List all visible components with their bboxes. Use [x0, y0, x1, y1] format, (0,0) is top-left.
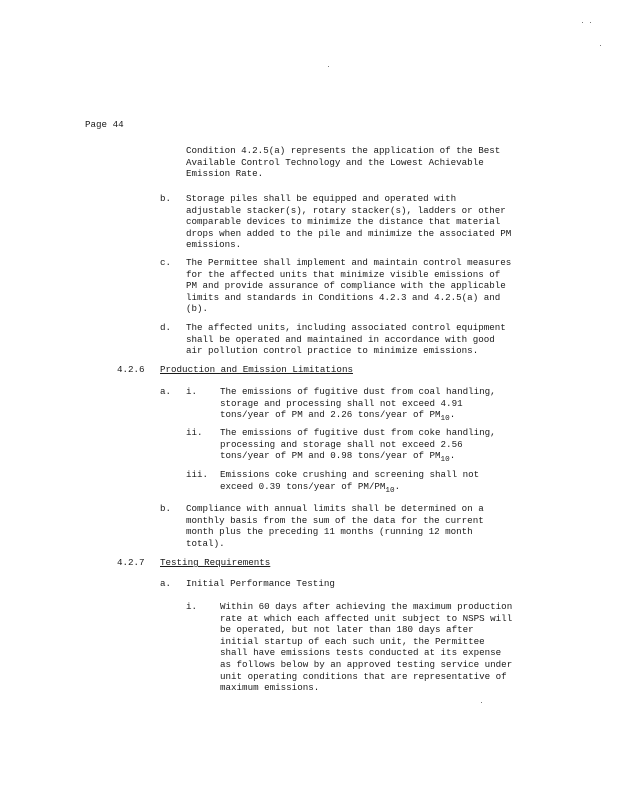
text-line: shall have emissions tests conducted at its expense: [220, 647, 502, 659]
text-line: Storage piles shall be equipped and operated with: [186, 193, 457, 204]
page-number: Page 44: [85, 119, 124, 130]
text-line: Condition 4.2.5(a) represents the application of the Best: [186, 145, 501, 156]
text-line: The Permittee shall implement and maintain control measures: [186, 257, 512, 268]
item-b-text: [186, 193, 526, 251]
subitem-a-iii-text: [220, 469, 560, 497]
item-426-b-text: [186, 503, 526, 549]
item-d-text: [186, 322, 526, 357]
text-line: PM and provide assurance of compliance with the applicable: [186, 280, 506, 292]
text-line: limits and standards in Conditions 4.2.3 and 4.2.5(a) and: [186, 291, 501, 303]
item-marker: b.: [160, 503, 172, 514]
subitem-marker: ii.: [186, 427, 203, 438]
continuation-paragraph: [186, 145, 526, 180]
section-heading: Production and Emission Limitations: [160, 364, 353, 375]
text-line: as follows below by an approved testing service under: [220, 658, 513, 670]
text-line: adjustable stacker(s), rotary stacker(s), ladders or other: [186, 204, 506, 216]
text-line: processing and storage shall not exceed 2.56: [220, 438, 463, 450]
item-marker: c.: [160, 257, 172, 268]
text-line: Emission Rate.: [186, 168, 264, 180]
subitem-marker: i.: [186, 386, 198, 397]
text-line: The emissions of fugitive dust from coal handling,: [220, 386, 496, 397]
text-line: Emissions coke crushing and screening shall not: [220, 469, 480, 480]
text-line: Within 60 days after achieving the maximum production: [220, 601, 513, 612]
text-line: maximum emissions.: [220, 682, 320, 694]
text-line: air pollution control practice to minimize emissions.: [186, 345, 479, 357]
section-number: 4.2.7: [117, 557, 145, 568]
subitem-marker: i.: [186, 601, 198, 612]
scan-speck: [582, 22, 583, 23]
section-heading: Testing Requirements: [160, 557, 271, 568]
item-marker: a.: [160, 386, 172, 397]
text-line: storage and processing shall not exceed 4.91: [220, 397, 463, 409]
subitem-a-ii-text: [220, 427, 560, 467]
text-line: The emissions of fugitive dust from coke handling,: [220, 427, 496, 438]
subitem-427-a-i-text: [220, 601, 560, 694]
text-line: Compliance with annual limits shall be determined on a: [186, 503, 484, 514]
text-line: exceed 0.39 tons/year of $PM/PM_{10}$.: [220, 480, 401, 495]
text-line: The affected units, including associated control equipment: [186, 322, 506, 333]
text-line: emissions.: [186, 239, 242, 251]
subitem-marker: iii.: [186, 469, 209, 480]
text-line: (b).: [186, 303, 209, 315]
text-line: month plus the preceding 11 months (running 12 month: [186, 526, 473, 538]
text-line: Available Control Technology and the Lowest Achievable: [186, 156, 484, 168]
text-line: total).: [186, 537, 225, 549]
text-line: initial startup of each such unit, the Permittee: [220, 635, 485, 647]
item-marker: d.: [160, 322, 172, 333]
text-line: monthly basis from the sum of the data for the current: [186, 514, 484, 526]
item-marker: b.: [160, 193, 172, 204]
item-c-text: [186, 257, 526, 315]
section-number: 4.2.6: [117, 364, 145, 375]
scan-speck: [600, 45, 601, 46]
item-marker: a.: [160, 578, 172, 589]
text-line: tons/year of PM and 0.98 tons/year of $PM_{10}$.: [220, 450, 456, 465]
scan-speck: [481, 702, 482, 703]
scan-speck: [328, 66, 329, 67]
text-line: be operated, but not later than 180 days after: [220, 624, 474, 636]
text-line: for the affected units that minimize visible emissions of: [186, 268, 501, 280]
text-line: drops when added to the pile and minimize the associated PM: [186, 227, 512, 239]
text-line: comparable devices to minimize the distance that material: [186, 216, 501, 228]
text-line: shall be operated and maintained in accordance with good: [186, 333, 495, 345]
text-line: unit operating conditions that are representative of: [220, 670, 507, 682]
scan-speck: [590, 22, 591, 23]
text-line: rate at which each affected unit subject to NSPS will: [220, 612, 513, 624]
text-line: tons/year of PM and 2.26 tons/year of $PM_{10}$.: [220, 409, 456, 424]
subitem-a-i-text: [220, 386, 560, 426]
item-heading: Initial Performance Testing: [186, 578, 335, 589]
